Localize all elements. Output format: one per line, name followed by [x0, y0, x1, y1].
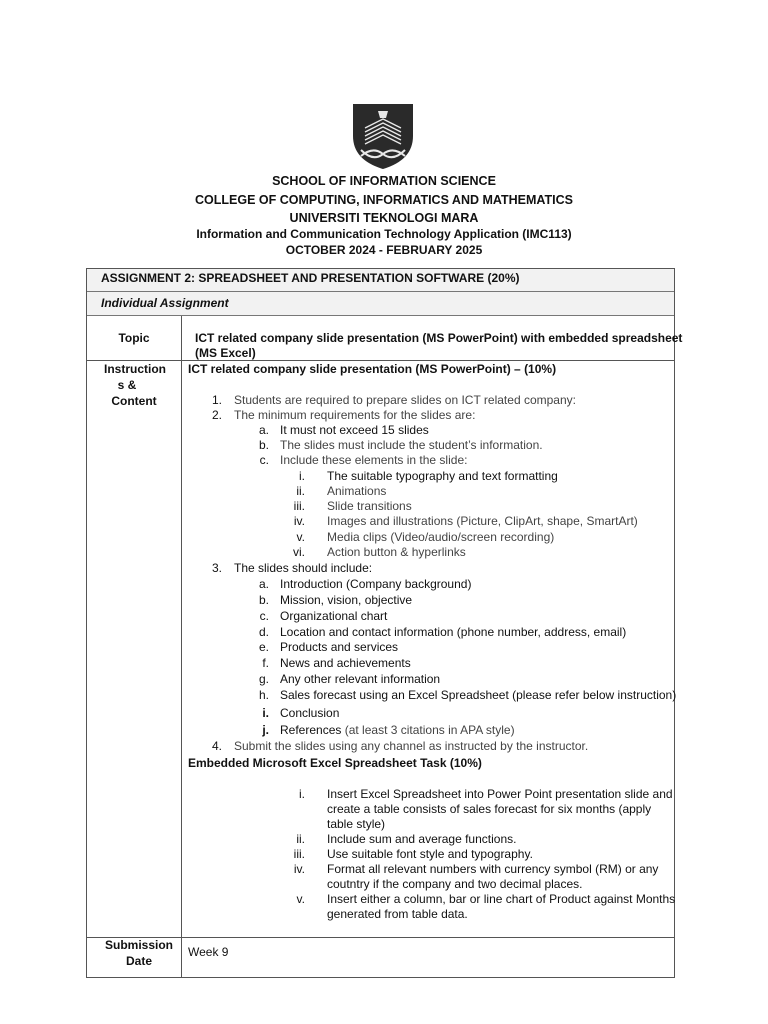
- list-roman: i.: [299, 787, 305, 801]
- list-item: [280, 723, 515, 738]
- list-roman: iv.: [293, 514, 305, 528]
- school-name: SCHOOL OF INFORMATION SCIENCE: [272, 174, 496, 188]
- list-number: 4.: [211, 739, 222, 753]
- list-item: coutntry if the company and two decimal places.: [327, 877, 583, 891]
- list-roman: ii.: [296, 484, 305, 498]
- list-item: create a table consists of sales forecast for six months (apply: [327, 802, 652, 816]
- list-item: Use suitable font style and typography.: [327, 847, 533, 861]
- list-letter: h.: [258, 688, 269, 702]
- excel-section-heading: Embedded Microsoft Excel Spreadsheet Task (10%): [188, 756, 482, 770]
- list-letter: i.: [262, 706, 269, 720]
- powerpoint-section-heading: ICT related company slide presentation (MS PowerPoint) – (10%): [188, 362, 557, 376]
- list-item: Format all relevant numbers with currency symbol (RM) or any: [327, 862, 659, 876]
- assignment-type: Individual Assignment: [101, 296, 229, 310]
- topic-text-line1: ICT related company slide presentation (MS PowerPoint) with embedded spreadsheet: [195, 331, 683, 345]
- list-roman: iv.: [293, 862, 305, 876]
- instructions-label-line1: Instruction: [104, 362, 166, 376]
- list-item: Students are required to prepare slides on ICT related company:: [234, 393, 576, 407]
- list-item: Include sum and average functions.: [327, 832, 517, 846]
- list-item: Images and illustrations (Picture, ClipArt, shape, SmartArt): [327, 514, 638, 528]
- list-letter: j.: [262, 723, 269, 737]
- list-item: table style): [327, 817, 386, 831]
- instructions-label-line2: s &: [117, 378, 137, 392]
- university-name: UNIVERSITI TEKNOLOGI MARA: [289, 211, 479, 225]
- semester: OCTOBER 2024 - FEBRUARY 2025: [285, 243, 483, 257]
- list-roman: ii.: [296, 832, 305, 846]
- list-item: Organizational chart: [280, 609, 388, 623]
- list-roman: iii.: [293, 847, 305, 861]
- list-item: Submit the slides using any channel as instructed by the instructor.: [234, 739, 589, 753]
- list-letter: g.: [258, 672, 269, 686]
- list-item: Any other relevant information: [280, 672, 441, 686]
- list-item: Introduction (Company background): [280, 577, 472, 591]
- list-roman: iii.: [293, 499, 305, 513]
- list-item: Slide transitions: [327, 499, 412, 513]
- list-item: Include these elements in the slide:: [280, 453, 468, 467]
- list-letter: a.: [258, 423, 269, 437]
- list-roman: v.: [296, 530, 305, 544]
- list-item: News and achievements: [280, 656, 411, 670]
- university-crest-logo: [351, 102, 415, 170]
- list-letter: e.: [258, 640, 269, 654]
- assignment-title: ASSIGNMENT 2: SPREADSHEET AND PRESENTATION SOFTWARE (20%): [101, 271, 520, 285]
- topic-label: Topic: [118, 331, 150, 345]
- list-item: The slides must include the student’s information.: [280, 438, 543, 452]
- assignment-type-row: [87, 292, 674, 316]
- list-item: Animations: [327, 484, 387, 498]
- instructions-label-line3: Content: [111, 394, 157, 408]
- topic-text-line2: (MS Excel): [195, 346, 256, 360]
- submission-date-value: Week 9: [188, 945, 229, 959]
- submission-label-line1: Submission: [104, 938, 173, 952]
- list-number: 3.: [211, 561, 222, 575]
- list-number: 2.: [211, 408, 222, 422]
- list-item: Products and services: [280, 640, 399, 654]
- list-item: The minimum requirements for the slides are:: [234, 408, 476, 422]
- list-letter: d.: [258, 625, 269, 639]
- list-letter: f.: [262, 656, 269, 670]
- list-roman: vi.: [293, 545, 305, 559]
- college-name: COLLEGE OF COMPUTING, INFORMATICS AND MATHEMATICS: [195, 193, 573, 207]
- list-item: Sales forecast using an Excel Spreadsheet (please refer below instruction): [280, 688, 677, 702]
- list-letter: c.: [259, 609, 269, 623]
- submission-label-line2: Date: [125, 954, 152, 968]
- references-label: References: [280, 723, 342, 737]
- assignment-table: [86, 268, 683, 978]
- list-item: Conclusion: [280, 706, 340, 720]
- list-roman: v.: [296, 892, 305, 906]
- list-item: It must not exceed 15 slides: [280, 423, 429, 437]
- list-item: Insert Excel Spreadsheet into Power Point presentation slide and: [327, 787, 673, 801]
- list-item: Action button & hyperlinks: [327, 545, 466, 559]
- list-letter: c.: [259, 453, 269, 467]
- list-item: Insert either a column, bar or line chart of Product against Months: [327, 892, 676, 906]
- list-item: Mission, vision, objective: [280, 593, 413, 607]
- references-note: (at least 3 citations in APA style): [344, 723, 515, 737]
- list-letter: b.: [258, 593, 269, 607]
- course-name: Information and Communication Technology Application (IMC113): [196, 227, 572, 241]
- list-letter: b.: [258, 438, 269, 452]
- list-item: The slides should include:: [234, 561, 373, 575]
- list-item: The suitable typography and text formatting: [327, 469, 558, 483]
- list-roman: i.: [299, 469, 305, 483]
- list-letter: a.: [258, 577, 269, 591]
- list-number: 1.: [211, 393, 222, 407]
- list-item: Location and contact information (phone number, address, email): [280, 625, 627, 639]
- list-item: generated from table data.: [327, 907, 468, 921]
- column-divider: [181, 316, 182, 978]
- assignment-title-row: [87, 269, 674, 292]
- list-item: Media clips (Video/audio/screen recording): [327, 530, 555, 544]
